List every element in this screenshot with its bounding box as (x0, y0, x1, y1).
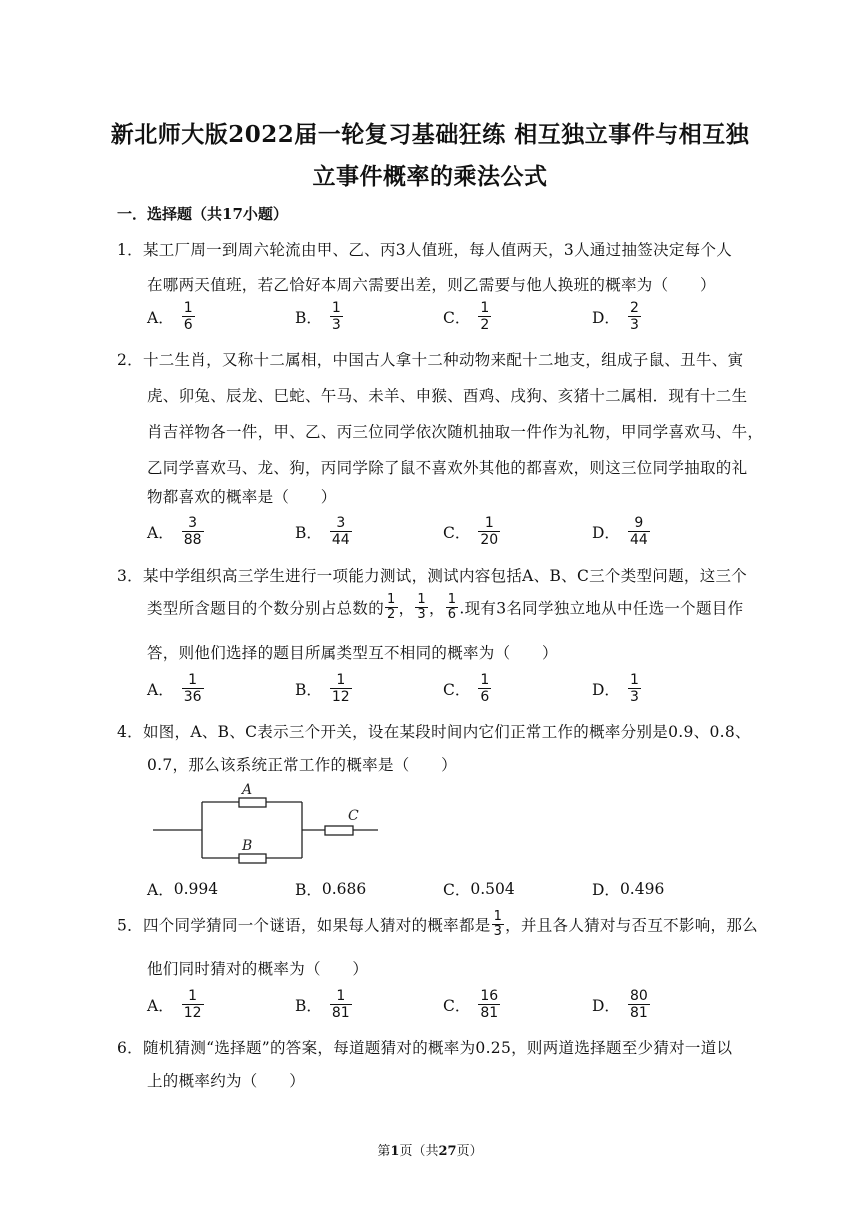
q4-text-line-2: 0.7，那么该系统正常工作的概率是（ ） (147, 756, 457, 774)
q3-option-a: A． $\frac{1}{36}$ (147, 672, 202, 705)
switch-b (239, 854, 266, 863)
q2-text-line-2: 虎、卯兔、辰龙、巳蛇、午马、未羊、申猴、酉鸡、戌狗、亥猪十二属相．现有十二生 (147, 387, 748, 405)
q2-text-line-4: 乙同学喜欢马、龙、狗，丙同学除了鼠不喜欢外其他的都喜欢，则这三位同学抽取的礼 (147, 459, 748, 477)
fraction: $\frac{16}{81}$ (480, 988, 499, 1021)
q4-option-c: C．0.504 (443, 880, 515, 899)
q6-text-line-2: 上的概率约为（ ） (147, 1072, 306, 1090)
q4-text-line-1: 4．如图，A、B、C表示三个开关，设在某段时间内它们正常工作的概率分别是0.9、0.8、 (117, 723, 751, 741)
q2-option-c: C． $\frac{1}{20}$ (443, 515, 499, 548)
q2-text-line-5: 物都喜欢的概率是（ ） (147, 488, 337, 506)
switch-a (239, 798, 266, 807)
label-b: B (242, 838, 253, 854)
fraction: $\frac{3}{44}$ (331, 515, 350, 548)
page-footer: 第1页（共27页） (377, 1144, 483, 1159)
fraction: $\frac{1}{3}$ (493, 909, 503, 939)
q5-option-a: A． $\frac{1}{12}$ (147, 988, 202, 1021)
fraction: $\frac{9}{44}$ (629, 515, 648, 548)
fraction: $\frac{1}{3}$ (629, 672, 639, 705)
fraction: $\frac{1}{6}$ (183, 300, 193, 333)
fraction: $\frac{80}{81}$ (629, 988, 648, 1021)
label-a: A (242, 782, 253, 798)
fraction: $\frac{1}{6}$ (447, 592, 457, 622)
page-number: 1 (390, 1144, 400, 1159)
fraction: $\frac{1}{81}$ (331, 988, 350, 1021)
q5-text-line-2: 他们同时猜对的概率为（ ） (147, 960, 369, 978)
fraction: $\frac{1}{2}$ (480, 300, 490, 333)
fraction: $\frac{1}{12}$ (331, 672, 350, 705)
q6-text-line-1: 6．随机猜测“选择题”的答案，每道题猜对的概率为0.25，则两道选择题至少猜对一道以 (117, 1039, 733, 1057)
fraction: $\frac{1}{20}$ (480, 515, 499, 548)
fraction: $\frac{1}{2}$ (387, 592, 396, 622)
q2-option-d: D． $\frac{9}{44}$ (592, 515, 648, 548)
q4-option-a: A．0.994 (147, 880, 219, 899)
q3-option-d: D． $\frac{1}{3}$ (592, 672, 639, 705)
q5-text-line-1: 5．四个同学猜同一个谜语，如果每人猜对的概率都是 $\frac{1}{3}$ ，并且各人猜对与否互不影响，那么 (117, 909, 758, 939)
fraction: $\frac{1}{6}$ (480, 672, 490, 705)
document-title-line-1: 新北师大版2022届一轮复习基础狂练 相互独立事件与相互独 (110, 121, 750, 148)
label-c: C (348, 808, 359, 824)
circuit-diagram (150, 780, 390, 875)
document-title-line-2: 立事件概率的乘法公式 (312, 163, 548, 190)
q5-option-b: B． $\frac{1}{81}$ (295, 988, 350, 1021)
section-heading: 一．选择题（共17小题） (117, 205, 288, 223)
q4-option-d: D．0.496 (592, 880, 665, 899)
q3-text-line-3: 答，则他们选择的题目所属类型互不相同的概率为（ ） (147, 644, 558, 662)
fraction: $\frac{1}{3}$ (417, 592, 426, 622)
q1-option-c: C． $\frac{1}{2}$ (443, 300, 490, 333)
q2-option-a: A． $\frac{3}{88}$ (147, 515, 202, 548)
q3-text-line-1: 3．某中学组织高三学生进行一项能力测试，测试内容包括A、B、C三个类型问题，这三个 (117, 567, 748, 585)
fraction: $\frac{1}{3}$ (331, 300, 341, 333)
page-total: 27 (438, 1144, 457, 1159)
q2-text-line-1: 2．十二生肖，又称十二属相，中国古人拿十二种动物来配十二地支，组成子鼠、丑牛、寅 (117, 351, 744, 369)
q4-option-b: B．0.686 (295, 880, 367, 899)
fraction: $\frac{1}{12}$ (183, 988, 202, 1021)
q1-text-line-2: 在哪两天值班，若乙恰好本周六需要出差，则乙需要与他人换班的概率为（ ） (147, 276, 716, 294)
q3-text-line-2: 类型所含题目的个数分别占总数的 $\frac{1}{2}$ ， $\frac{1}{3}$ ， $\frac{1}{6}$ .现有3名同学独立地从中任选一个题目作 (147, 592, 744, 622)
q2-text-line-3: 肖吉祥物各一件，甲、乙、丙三位同学依次随机抽取一件作为礼物，甲同学喜欢马、牛， (147, 423, 764, 441)
fraction: $\frac{1}{36}$ (183, 672, 202, 705)
q3-option-c: C． $\frac{1}{6}$ (443, 672, 490, 705)
q1-option-d: D． $\frac{2}{3}$ (592, 300, 639, 333)
fraction: $\frac{3}{88}$ (183, 515, 202, 548)
q5-option-c: C． $\frac{16}{81}$ (443, 988, 499, 1021)
q5-option-d: D． $\frac{80}{81}$ (592, 988, 648, 1021)
fraction: $\frac{2}{3}$ (629, 300, 639, 333)
q1-text-line-1: 1．某工厂周一到周六轮流由甲、乙、丙3人值班，每人值两天，3人通过抽签决定每个人 (117, 241, 733, 259)
q2-option-b: B． $\frac{3}{44}$ (295, 515, 350, 548)
q3-option-b: B． $\frac{1}{12}$ (295, 672, 350, 705)
q1-option-a: A． $\frac{1}{6}$ (147, 300, 193, 333)
q1-option-b: B． $\frac{1}{3}$ (295, 300, 341, 333)
switch-c (325, 826, 353, 835)
